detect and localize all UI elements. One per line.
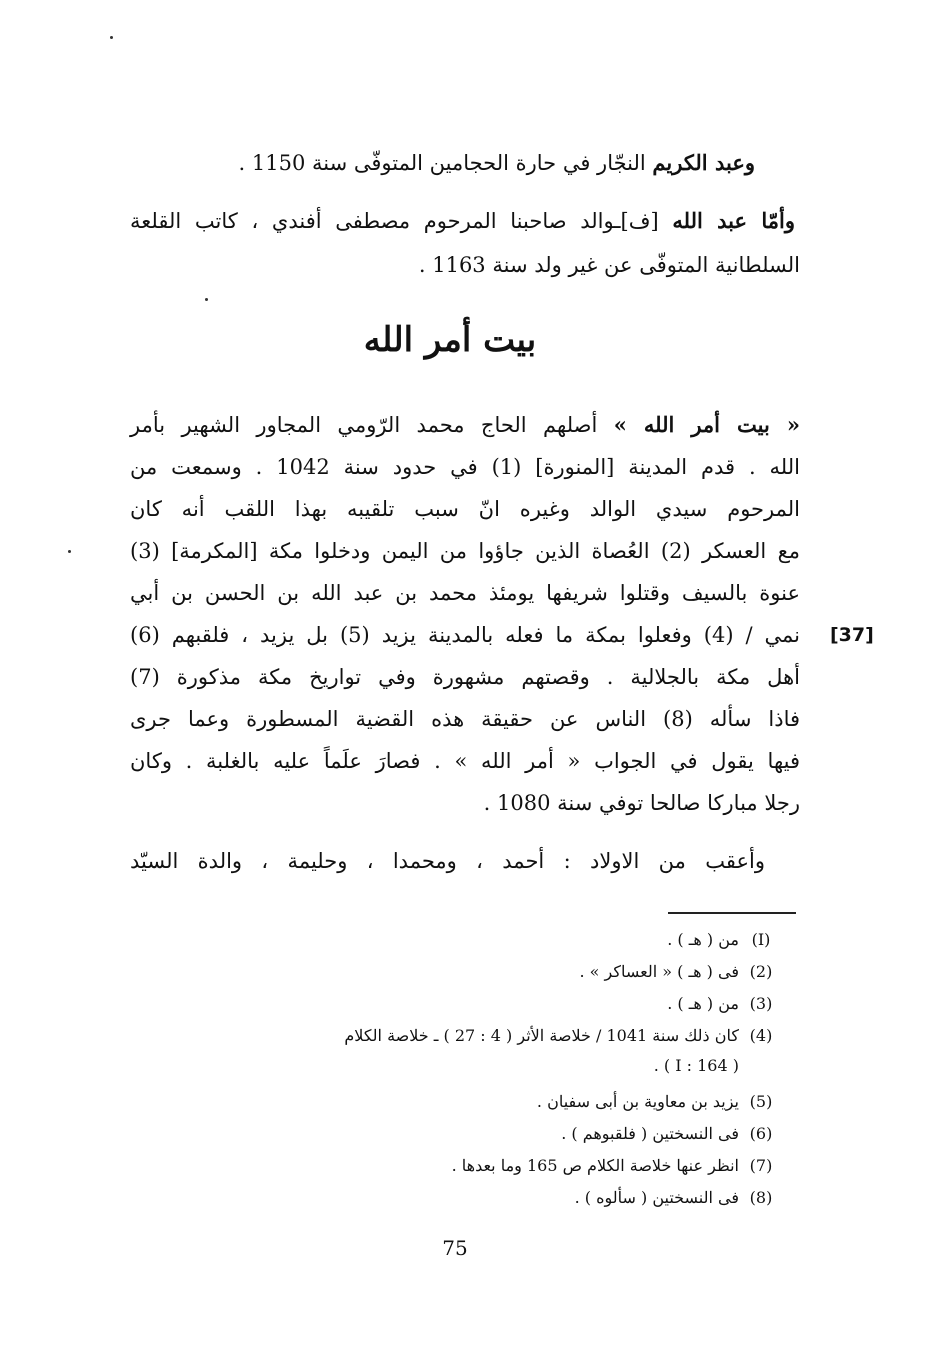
footnote xyxy=(575,1186,783,1210)
text-line: عنوة بالسيف وقتلوا شريفها يومئذ محمد بن عبد الله بن الحسن بن أبي xyxy=(130,581,800,605)
footnote-text: من ( هـ ) . xyxy=(667,930,739,949)
footnote xyxy=(561,1122,783,1146)
footnote-text: فى النسختين ( سألوه ) . xyxy=(574,1188,739,1207)
footnote xyxy=(667,928,783,952)
footnote xyxy=(452,1154,783,1178)
text-line: الله . قدم المدينة [المنورة] (1) في حدود سنة 1042 . وسمعت من xyxy=(130,455,800,479)
footnote xyxy=(344,1024,783,1048)
house-name: « بيت أمر الله » xyxy=(613,412,800,437)
footnote-text: انظر عنها خلاصة الكلام ص 165 وما بعدها . xyxy=(451,1156,739,1175)
text-line: رجلا مباركا صالحا توفي سنة 1080 . xyxy=(483,791,800,815)
footnote-text: فى النسختين ( فلقبوهم ) . xyxy=(561,1124,739,1143)
footnote-number: (4) xyxy=(749,1026,773,1045)
page-number: 75 xyxy=(442,1236,468,1260)
name-abd-al-karim: وعبد الكريم xyxy=(652,150,755,175)
line-text: أصلهم الحاج محمد الرّومي المجاور الشهير بأمر xyxy=(130,413,614,437)
footnote-text: ( 164 : I ) . xyxy=(653,1056,739,1075)
section-heading: بيت أمر الله xyxy=(363,320,537,360)
footnote-text: يزيد بن معاوية بن أبى سفيان . xyxy=(536,1092,739,1111)
footnote-text: من ( هـ ) . xyxy=(667,994,739,1013)
footnote-number: (6) xyxy=(749,1124,773,1143)
text-line: مع العسكر (2) العُصاة الذين جاؤوا من اليمن ودخلوا مكة [المكرمة] (3) xyxy=(130,539,800,563)
footnote-text: كان ذلك سنة 1041 / خلاصة الأثر ( 4 : 27 ) ـ خلاصة الكلام xyxy=(344,1026,739,1045)
margin-page-number: [37] xyxy=(830,624,874,646)
text-line: المرحوم سيدي الوالد وغيره انّ سبب تلقيبه بهذا اللقب أنه كان xyxy=(130,497,800,521)
text-line: وأعقب من الاولاد : أحمد ، ومحمدا ، وحليمة ، والدة السيّد xyxy=(130,849,765,873)
text-line: السلطانية المتوفّى عن غير ولد سنة 1163 . xyxy=(418,253,800,277)
line-text: [ف]ـوالد صاحبنا المرحوم مصطفى أفندي ، كاتب القلعة xyxy=(130,209,673,233)
footnote xyxy=(537,1090,783,1114)
footnote xyxy=(654,1054,783,1078)
footnote-number: (3) xyxy=(749,994,773,1013)
scan-speck xyxy=(68,550,71,553)
text-line: أهل مكة بالجلالية . وقصتهم مشهورة وفي تواريخ مكة مذكورة (7) xyxy=(130,665,800,689)
text-line xyxy=(200,148,755,178)
footnote-number: (8) xyxy=(749,1188,773,1207)
footnote xyxy=(667,992,783,1016)
footnote-text: فى ( هـ ) « العساكر » . xyxy=(579,962,739,981)
footnote-number: (2) xyxy=(749,962,773,981)
text-line: فاذا سأله (8) الناس عن حقيقة هذه القضية المسطورة وعما جرى xyxy=(130,707,801,731)
scan-speck xyxy=(110,36,113,39)
text-line xyxy=(130,206,795,236)
line-text: النجّار في حارة الحجامين المتوفّى سنة 1150 . xyxy=(238,151,653,175)
footnote-number: (5) xyxy=(749,1092,773,1111)
footnote-number: (7) xyxy=(749,1156,773,1175)
footnote xyxy=(580,960,784,984)
name-abd-allah: وأمّا عبد الله xyxy=(672,208,795,233)
text-line: نمي / (4) وفعلوا بمكة ما فعله بالمدينة يزيد (5) بل يزيد ، فلقبهم (6) xyxy=(130,623,801,647)
scan-speck xyxy=(205,298,208,301)
text-line xyxy=(130,410,800,440)
footnote-number: (I) xyxy=(751,930,771,949)
text-line: فيها يقول في الجواب « أمر الله » . فصارَ علَماً عليه بالغلبة . وكان xyxy=(130,749,800,773)
footnote-separator xyxy=(668,912,796,914)
